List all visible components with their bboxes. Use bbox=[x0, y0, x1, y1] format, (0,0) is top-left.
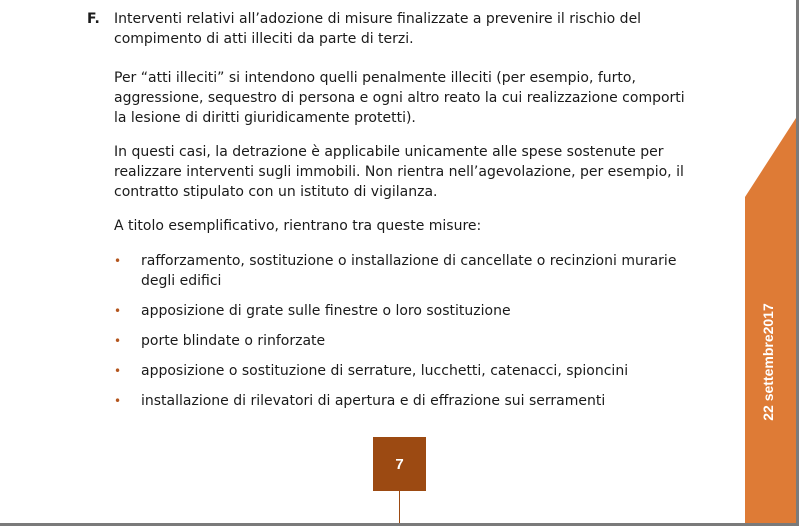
side-tab bbox=[745, 0, 796, 523]
bullet-icon: • bbox=[114, 364, 122, 378]
section-heading-text bbox=[114, 9, 712, 49]
page-number-line bbox=[399, 491, 400, 523]
measures-list bbox=[87, 251, 712, 411]
section-heading bbox=[87, 9, 712, 49]
bullet-icon: • bbox=[114, 334, 122, 348]
list-item-text: apposizione di grate sulle finestre o loro sostituzione bbox=[141, 303, 511, 319]
paragraph-esemplificativo bbox=[114, 216, 712, 236]
bullet-icon: • bbox=[114, 254, 122, 268]
list-item-text: porte blindate o rinforzate bbox=[141, 333, 326, 349]
bullet-icon: • bbox=[114, 394, 122, 408]
heading-line: compimento di atti illeciti da parte di terzi. bbox=[114, 31, 414, 47]
list-item bbox=[87, 391, 712, 411]
paragraph-line: contratto stipulato con un istituto di vigilanza. bbox=[114, 184, 438, 200]
paragraph-line: aggressione, sequestro di persona e ogni altro reato la cui realizzazione comporti bbox=[114, 90, 685, 106]
list-item-text: degli edifici bbox=[141, 273, 222, 289]
heading-line: Interventi relativi all’adozione di misure finalizzate a prevenire il rischio del bbox=[114, 11, 642, 27]
section-letter: F. bbox=[87, 11, 100, 27]
paragraph-detrazione bbox=[114, 142, 712, 202]
paragraph-line: realizzare interventi sugli immobili. Non rientra nell’agevolazione, per esempio, il bbox=[114, 164, 684, 180]
list-item bbox=[87, 251, 712, 291]
section-f bbox=[87, 9, 712, 421]
paragraph-line: la lesione di diritti giuridicamente protetti). bbox=[114, 110, 416, 126]
list-item-text: installazione di rilevatori di apertura e di effrazione sui serramenti bbox=[141, 393, 606, 409]
bullet-icon: • bbox=[114, 304, 122, 318]
date-label: 22 settembre2017 bbox=[760, 303, 776, 421]
section-body bbox=[114, 68, 712, 411]
paragraph-line: Per “atti illeciti” si intendono quelli penalmente illeciti (per esempio, furto, bbox=[114, 70, 636, 86]
paragraph-line: In questi casi, la detrazione è applicabile unicamente alle spese sostenute per bbox=[114, 144, 664, 160]
list-item bbox=[87, 331, 712, 351]
list-item-text: apposizione o sostituzione di serrature, lucchetti, catenacci, spioncini bbox=[141, 363, 629, 379]
paragraph-line: A titolo esemplificativo, rientrano tra queste misure: bbox=[114, 218, 482, 234]
paragraph-atti-illeciti bbox=[114, 68, 712, 128]
list-item bbox=[87, 301, 712, 321]
page-number-box bbox=[373, 437, 426, 491]
page-number: 7 bbox=[395, 455, 404, 473]
list-item bbox=[87, 361, 712, 381]
list-item-text: rafforzamento, sostituzione o installazione di cancellate o recinzioni murarie bbox=[141, 253, 677, 269]
